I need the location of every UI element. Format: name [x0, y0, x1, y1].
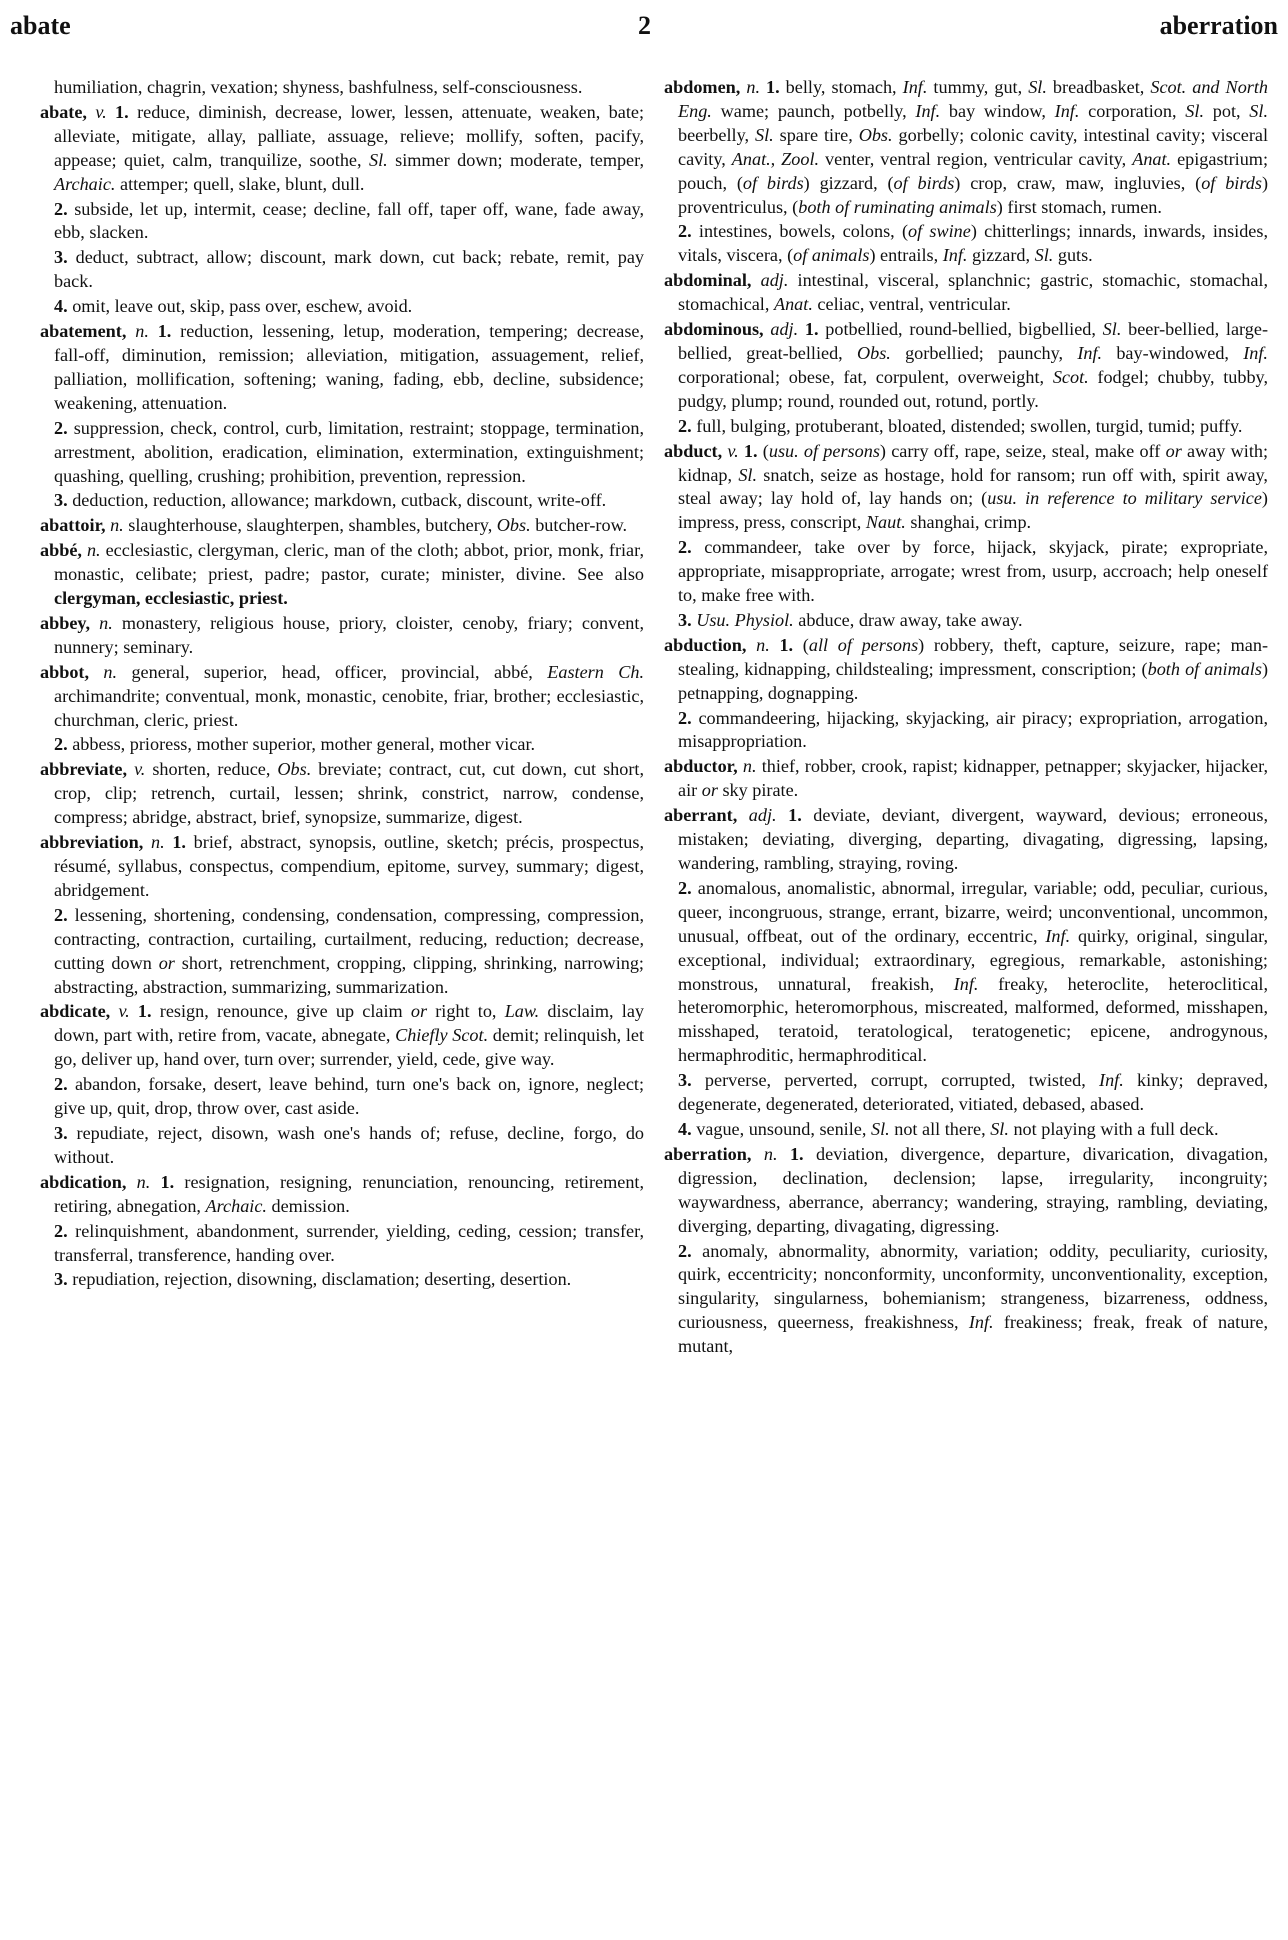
continued-entry: humiliation, chagrin, vexation; shyness, bashfulness, self-consciousness.	[54, 77, 583, 97]
entry-aberration: aberration, n. 1. deviation, divergence, departure, divarication, divagation, digression, declination, declension; lapse, irregularity, incongruity; waywardness, aberrance, aberrancy; wandering, straying, rambling, deviating, diverging, departing, divagating, digressing.	[664, 1143, 1268, 1236]
sense: 3. Usu. Physiol. abduce, draw away, take away.	[678, 609, 1023, 630]
headword: aberrant,	[664, 805, 738, 826]
sense: 2. relinquishment, abandonment, surrender, yielding, ceding, cession; transfer, transferral, transference, handing over.	[54, 1220, 645, 1265]
sense: 4. vague, unsound, senile, Sl. not all there, Sl. not playing with a full deck.	[678, 1118, 1219, 1139]
entry-abdication: abdication, n. 1. resignation, resigning, renunciation, renouncing, retirement, retiring, abnegation, Archaic. demission.	[40, 1171, 645, 1216]
headword: abdominous,	[664, 319, 764, 340]
page-header	[10, 6, 1278, 46]
headword: abbreviate,	[40, 759, 128, 780]
cross-reference: clergyman, ecclesiastic, priest.	[54, 588, 288, 609]
headword: abduct,	[664, 440, 723, 461]
headword: abdominal,	[664, 270, 752, 291]
left-guide-word: abate	[10, 11, 71, 40]
headword: abbot,	[40, 661, 90, 682]
entry-abbreviation: abbreviation, n. 1. brief, abstract, synopsis, outline, sketch; précis, prospectus, résumé, syllabus, conspectus, compendium, epitome, survey, summary; digest, abridgement.	[40, 832, 645, 900]
right-guide-word: aberration	[1159, 11, 1278, 40]
entry-abductor: abductor, n. thief, robber, crook, rapist; kidnapper, petnapper; skyjacker, hijacker, air or sky pirate.	[664, 756, 1268, 801]
headword: abdomen,	[664, 77, 741, 97]
sense: 3. repudiate, reject, disown, wash one's hands of; refuse, decline, forgo, do without.	[54, 1122, 645, 1167]
entry-abbot: abbot, n. general, superior, head, officer, provincial, abbé, Eastern Ch. archimandrite; conventual, monk, monastic, cenobite, friar, brother; ecclesiastic, churchman, cleric, priest.	[40, 661, 644, 730]
entry-abdominous: abdominous, adj. 1. potbellied, round-bellied, bigbellied, Sl. beer-bellied, large-bellied, great-bellied, Obs. gorbellied; paunchy, Inf. bay-windowed, Inf. corporational; obese, fat, corpulent, overweight, Scot. fodgel; chubby, tubby, pudgy, plump; round, rounded out, rotund, portly.	[664, 319, 1269, 411]
headword: abduction,	[664, 634, 747, 655]
sense: 2. anomalous, anomalistic, abnormal, irregular, variable; odd, peculiar, curious, queer, incongruous, strange, errant, bizarre, weird; unconventional, uncommon, unusual, offbeat, out of the ordinary, eccentric, Inf. quirky, original, singular, exceptional, individual; extraordinary, egregious, remarkable, astonishing; monstrous, unnatural, freakish, Inf. freaky, heteroclite, heteroclitical, heteromorphic, heteromorphous, miscreated, malformed, deformed, misshapen, misshaped, teratoid, teratological, teratogenetic; epicene, androgynous, hermaphroditic, hermaphroditical.	[678, 877, 1269, 1066]
page-number: 2	[638, 11, 651, 40]
entry-aberrant: aberrant, adj. 1. deviate, deviant, divergent, wayward, devious; erroneous, mistaken; deviating, diverging, departing, divagating, digressing, lapsing, wandering, rambling, straying, roving.	[664, 805, 1269, 873]
sense: 3. repudiation, rejection, disowning, disclamation; deserting, desertion.	[54, 1269, 572, 1290]
sense: 2. full, bulging, protuberant, bloated, distended; swollen, turgid, tumid; puffy.	[678, 415, 1243, 436]
left-column	[40, 76, 644, 1293]
sense: 3. deduct, subtract, allow; discount, mark down, cut back; rebate, remit, pay back.	[54, 247, 644, 292]
headword: aberration,	[664, 1143, 752, 1164]
sense: 4. omit, leave out, skip, pass over, eschew, avoid.	[54, 296, 413, 317]
sense: 2. abbess, prioress, mother superior, mother general, mother vicar.	[54, 734, 536, 755]
entry-abdominal: abdominal, adj. intestinal, visceral, splanchnic; gastric, stomachic, stomachal, stomachical, Anat. celiac, ventral, ventricular.	[664, 270, 1269, 315]
sense: 2. commandeering, hijacking, skyjacking, air piracy; expropriation, arrogation, misappropriation.	[678, 707, 1268, 752]
entry-abdomen: abdomen, n. 1. belly, stomach, Inf. tummy, gut, Sl. breadbasket, Scot. and North Eng. wame; paunch, potbelly, Inf. bay window, Inf. corporation, Sl. pot, Sl. beerbelly, Sl. spare tire, Obs. gorbelly; colonic cavity, intestinal cavity; visceral cavity, Anat., Zool. venter, ventral region, ventricular cavity, Anat. epigastrium; pouch, (of birds) gizzard, (of birds) crop, craw, maw, ingluvies, (of birds) proventriculus, (both of ruminating animals) first stomach, rumen.	[664, 77, 1269, 217]
headword: abate,	[40, 101, 87, 122]
entry-abbreviate: abbreviate, v. shorten, reduce, Obs. breviate; contract, cut, cut down, cut short, crop, clip; retrench, curtail, lessen; shrink, constrict, narrow, condense, compress; abridge, abstract, brief, synopsize, summarize, digest.	[40, 759, 645, 828]
headword: abbreviation,	[40, 832, 144, 853]
sense: 2. anomaly, abnormality, abnormity, variation; oddity, peculiarity, curiosity, quirk, eccentricity; nonconformity, unconformity, unconventionality, exception, singularity, singularness, bohemianism; strangeness, bizarreness, oddness, curiousness, queerness, freakishness, Inf. freakiness; freak, freak of nature, mutant,	[678, 1240, 1269, 1357]
entry-abate: abate, v. 1. reduce, diminish, decrease, lower, lessen, attenuate, weaken, bate; alleviate, mitigate, allay, palliate, assuage, relieve; mollify, soften, pacify, appease; quiet, calm, tranquilize, soothe, Sl. simmer down; moderate, temper, Archaic. attemper; quell, slake, blunt, dull.	[40, 101, 645, 194]
sense: 3. deduction, reduction, allowance; markdown, cutback, discount, write-off.	[54, 490, 607, 511]
headword: abbé,	[40, 540, 82, 561]
sense: 2. commandeer, take over by force, hijack, skyjack, pirate; expropriate, appropriate, misappropriate, arrogate; wrest from, usurp, accroach; help oneself to, make free with.	[678, 537, 1268, 606]
sense: 2. intestines, bowels, colons, (of swine) chitterlings; innards, inwards, insides, vitals, viscera, (of animals) entrails, Inf. gizzard, Sl. guts.	[678, 221, 1268, 266]
entry-abdicate: abdicate, v. 1. resign, renounce, give up claim or right to, Law. disclaim, lay down, part with, retire from, vacate, abnegate, Chiefly Scot. demit; relinquish, let go, deliver up, hand over, turn over; surrender, yield, cede, give way.	[40, 1001, 645, 1070]
headword: abbey,	[40, 612, 91, 633]
entry-abatement: abatement, n. 1. reduction, lessening, letup, moderation, tempering; decrease, fall-off, diminution, remission; alleviation, mitigation, assuagement, relief, palliation, mollification, softening; waning, fading, ebb, decline, subsidence; weakening, attenuation.	[40, 321, 645, 413]
sense: 2. lessening, shortening, condensing, condensation, compressing, compression, contracting, contraction, curtailing, curtailment, reducing, reduction; decrease, cutting down or short, retrenchment, cropping, clipping, shrinking, narrowing; abstracting, abstraction, summarizing, summarization.	[54, 904, 645, 997]
sense: 2. subside, let up, intermit, cease; decline, fall off, taper off, wane, fade away, ebb, slacken.	[54, 198, 644, 243]
entry-abduction: abduction, n. 1. (all of persons) robbery, theft, capture, seizure, rape; man-stealing, kidnapping, childstealing; impressment, conscription; (both of animals) petnapping, dognapping.	[664, 634, 1269, 703]
headword: abattoir,	[40, 515, 106, 536]
headword: abdicate,	[40, 1001, 111, 1022]
entry-abbe: abbé, n. ecclesiastic, clergyman, cleric, man of the cloth; abbot, prior, monk, friar, monastic, celibate; priest, padre; pastor, curate; minister, divine. See also clergyman, ecclesiastic, priest.	[40, 540, 645, 609]
headword: abatement,	[40, 321, 127, 342]
headword: abdication,	[40, 1171, 127, 1192]
entry-abduct: abduct, v. 1. (usu. of persons) carry off, rape, seize, steal, make off or away with; kidnap, Sl. snatch, seize as hostage, hold for ransom; run off with, spirit away, steal away; lay hold of, lay hands on; (usu. in reference to military service) impress, press, conscript, Naut. shanghai, crimp.	[664, 440, 1269, 533]
entry-abbey: abbey, n. monastery, religious house, priory, cloister, cenoby, friary; convent, nunnery; seminary.	[40, 612, 644, 657]
headword: abductor,	[664, 756, 738, 777]
sense: 3. perverse, perverted, corrupt, corrupted, twisted, Inf. kinky; depraved, degenerate, degenerated, deteriorated, vitiated, debased, abased.	[678, 1070, 1268, 1115]
entry-abattoir: abattoir, n. slaughterhouse, slaughterpen, shambles, butchery, Obs. butcher-row.	[40, 515, 628, 536]
sense: 2. abandon, forsake, desert, leave behind, turn one's back on, ignore, neglect; give up, quit, drop, throw over, cast aside.	[54, 1074, 645, 1119]
right-column	[664, 76, 1268, 1360]
sense: 2. suppression, check, control, curb, limitation, restraint; stoppage, termination, arrestment, abolition, eradication, elimination, extermination, extinguishment; quashing, quelling, crushing; prohibition, prevention, repression.	[54, 417, 645, 486]
